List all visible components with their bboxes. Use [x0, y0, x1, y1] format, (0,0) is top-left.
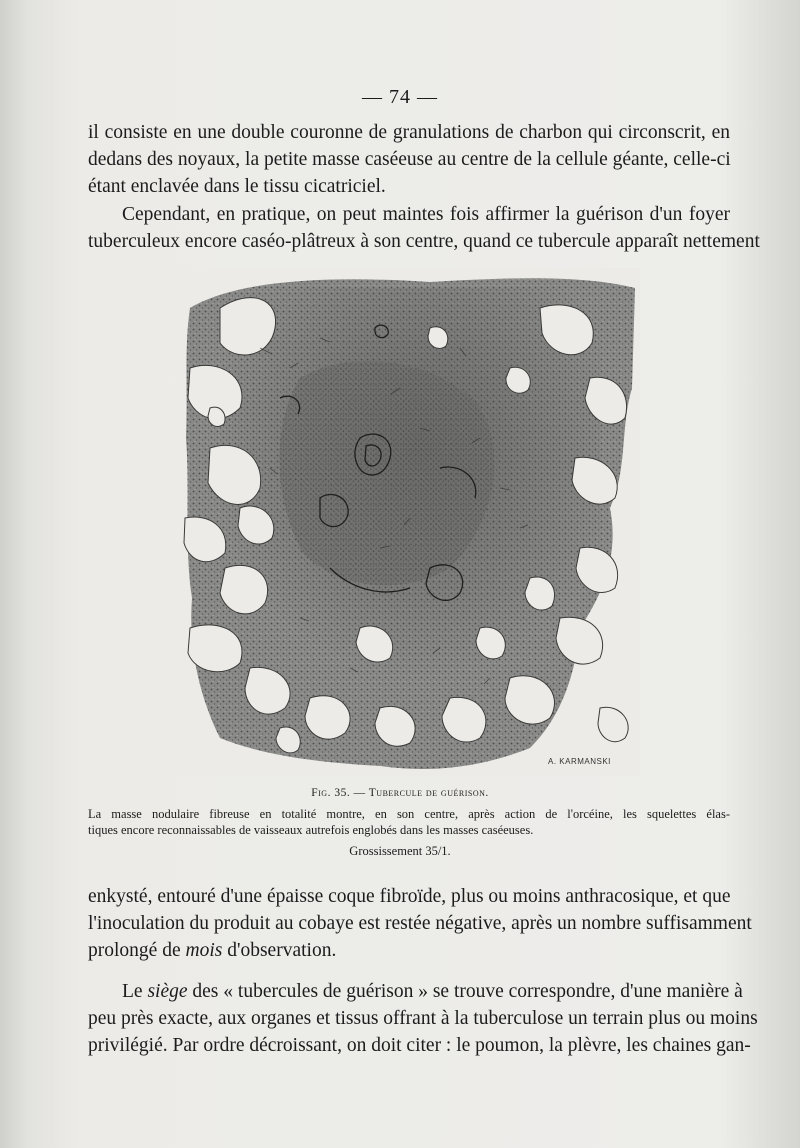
histology-figure	[180, 268, 640, 776]
text-line: peu près exacte, aux organes et tissus offrant à la tuberculose un terrain plus ou moins	[88, 1008, 758, 1029]
text-line: il consiste en une double couronne de granulations de charbon qui circonscrit, en	[88, 122, 730, 143]
illustrator-signature: A. KARMANSKI	[548, 757, 611, 766]
figure-caption-title	[0, 787, 800, 799]
caption-line: tiques encore reconnaissables de vaisseaux autrefois englobés dans les masses caséeuses.	[88, 823, 534, 837]
paragraph-1	[88, 119, 730, 200]
text-line	[88, 978, 743, 1005]
paragraph-3	[88, 883, 752, 964]
text-line: dedans des noyaux, la petite masse caséeuse au centre de la cellule géante, celle-ci	[88, 149, 731, 170]
text-line: enkysté, entouré d'une épaisse coque fibroïde, plus ou moins anthracosique, et que	[88, 886, 731, 907]
figure-magnification: Grossissement 35/1.	[349, 844, 451, 858]
text-line: privilégié. Par ordre décroissant, on doit citer : le poumon, la plèvre, les chaines gan-	[88, 1035, 751, 1056]
figure-title: Tubercule de guérison.	[368, 787, 489, 799]
text-line: l'inoculation du produit au cobaye est restée négative, après un nombre suffisamment	[88, 913, 752, 934]
caption-line: La masse nodulaire fibreuse en totalité montre, en son centre, après action de l'orcéine, les squelettes élas-	[88, 807, 730, 821]
text-run: Le	[122, 981, 148, 1002]
text-line: tuberculeux encore caséo-plâtreux à son centre, quand ce tubercule apparaît nettement	[88, 231, 760, 252]
figure-label: Fig. 35. —	[311, 787, 369, 799]
text-run: des « tubercules de guérison » se trouve correspondre, d'une manière à	[187, 981, 743, 1002]
page-number: — 74 —	[362, 86, 438, 108]
italic-text: siège	[147, 981, 188, 1002]
tissue-illustration	[180, 268, 640, 776]
figure-caption-text	[88, 806, 730, 838]
text-run: d'observation.	[222, 940, 337, 961]
paragraph-4	[88, 978, 758, 1059]
text-line-last	[88, 937, 730, 964]
text-line: Cependant, en pratique, on peut maintes fois affirmer la guérison d'un foyer	[122, 204, 730, 225]
text-line: étant enclavée dans le tissu cicatriciel.	[88, 176, 386, 197]
text-run: prolongé de	[88, 940, 186, 961]
italic-text: mois	[185, 940, 223, 961]
paragraph-2	[88, 201, 760, 255]
